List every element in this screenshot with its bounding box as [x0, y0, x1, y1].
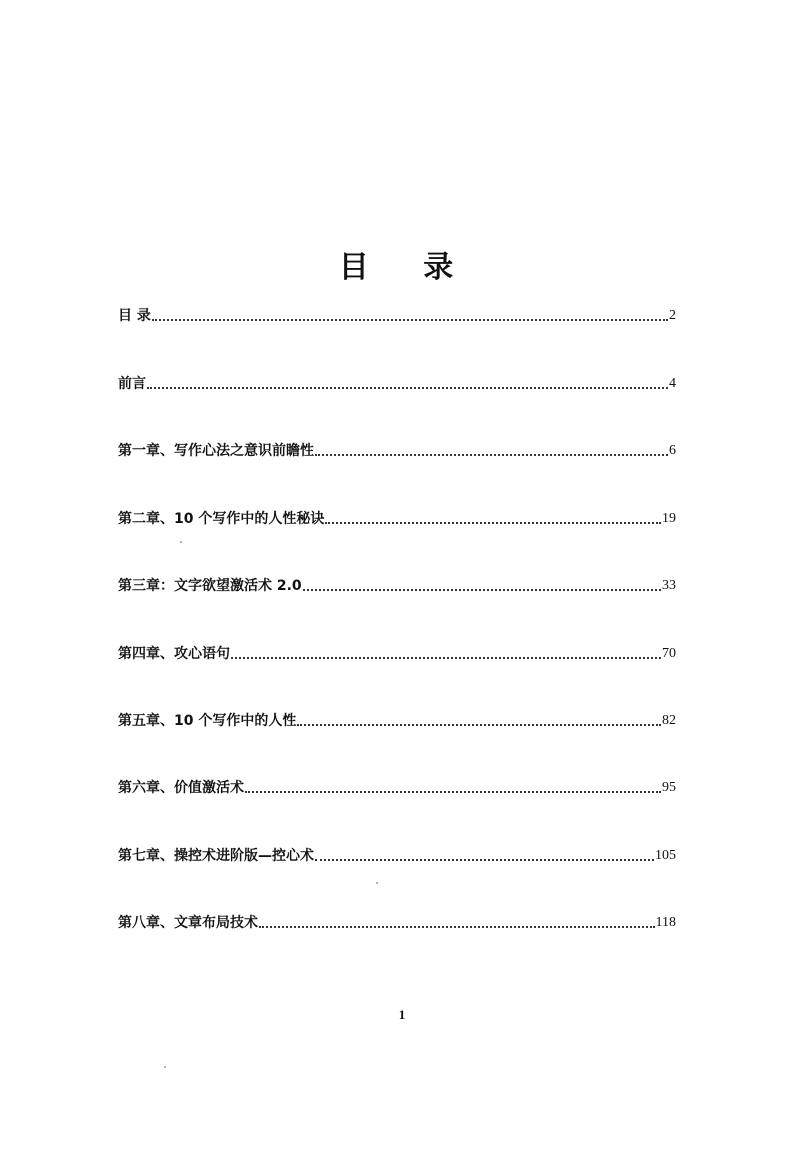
toc-dot-leader — [147, 387, 668, 389]
toc-dot-leader — [325, 522, 661, 524]
toc-dot-leader — [297, 724, 661, 726]
footer-page-number: 1 — [398, 1007, 406, 1022]
toc-entry-label: 第二章、10 个写作中的人性秘诀 — [118, 511, 325, 527]
toc-entry[interactable] — [118, 774, 676, 798]
toc-entry[interactable] — [118, 640, 676, 664]
toc-entry-label: 第七章、操控术进阶版—控心术 — [118, 848, 314, 864]
toc-entry-label: 第四章、攻心语句 — [118, 646, 230, 662]
toc-entry[interactable] — [118, 572, 676, 596]
toc-entry-label: 第三章：文字欲望激活术 2.0 — [118, 578, 302, 594]
toc-dot-leader — [315, 859, 654, 861]
toc-entry-label: 前言 — [118, 376, 146, 392]
toc-entry-label: 目 录 — [118, 308, 151, 324]
toc-entry-label: 第五章、10 个写作中的人性 — [118, 713, 297, 729]
toc-dot-leader — [315, 454, 668, 456]
toc-entry[interactable] — [118, 302, 676, 326]
toc-entry[interactable] — [118, 842, 676, 866]
toc-dot-leader — [152, 319, 668, 321]
toc-entry-page: 82 — [662, 713, 676, 728]
toc-entry-label: 第六章、价值激活术 — [118, 780, 244, 796]
toc-entry[interactable] — [118, 437, 676, 461]
toc-dot-leader — [303, 589, 661, 591]
toc-heading: 目 录 — [338, 250, 476, 286]
scan-speck — [376, 882, 378, 884]
toc-entry-page: 19 — [662, 511, 676, 526]
toc-entry[interactable] — [118, 909, 676, 933]
toc-entry-page: 33 — [662, 578, 676, 593]
toc-dot-leader — [231, 657, 661, 659]
toc-entry[interactable] — [118, 707, 676, 731]
scan-speck — [164, 1066, 166, 1068]
toc-entry-page: 118 — [655, 915, 676, 930]
toc-entry-page: 105 — [655, 848, 676, 863]
toc-dot-leader — [245, 791, 661, 793]
toc-entry-page: 95 — [662, 780, 676, 795]
toc-entry-page: 4 — [669, 376, 676, 391]
toc-entry-label: 第一章、写作心法之意识前瞻性 — [118, 443, 314, 459]
toc-entry-page: 70 — [662, 646, 676, 661]
toc-entry[interactable] — [118, 505, 676, 529]
toc-entry-label: 第八章、文章布局技术 — [118, 915, 258, 931]
toc-entry-page: 2 — [669, 308, 676, 323]
toc-dot-leader — [259, 926, 655, 928]
scan-speck — [180, 541, 182, 543]
toc-entry-page: 6 — [669, 443, 676, 458]
toc-entry[interactable] — [118, 370, 676, 394]
